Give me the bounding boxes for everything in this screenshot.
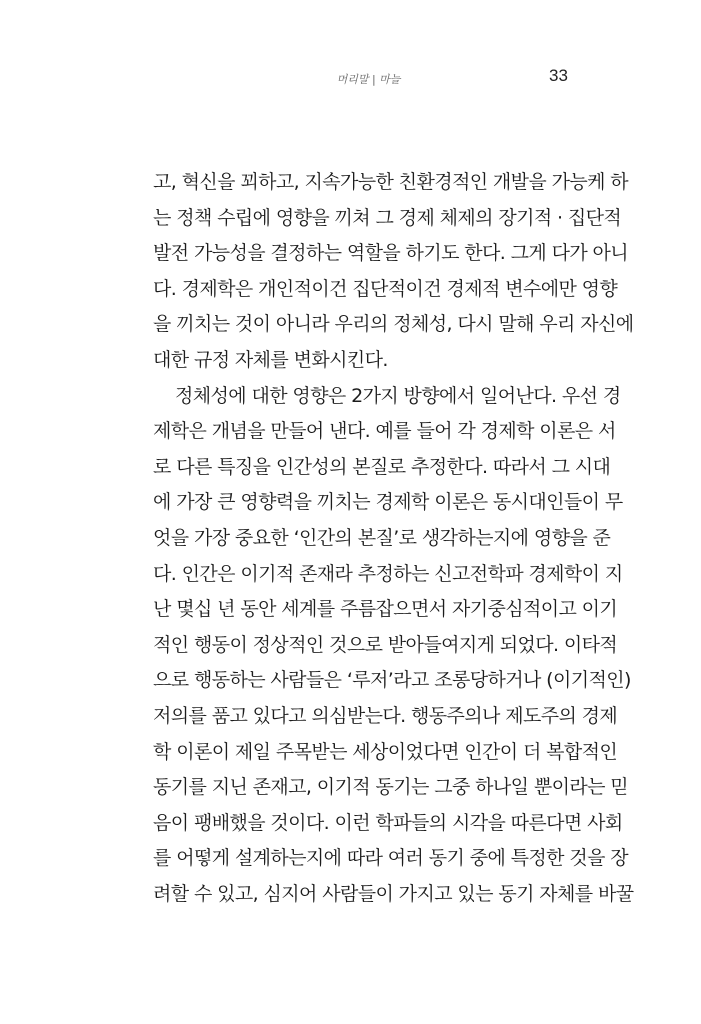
text-line: 학 이론이 제일 주목받는 세상이었다면 인간이 더 복합적인 bbox=[153, 740, 618, 763]
paragraph bbox=[153, 379, 634, 913]
text-line: 으로 행동하는 사람들은 ‘루저’라고 조롱당하거나 (이기적인) bbox=[153, 669, 631, 692]
text-line: 발전 가능성을 결정하는 역할을 하기도 한다. 그게 다가 아니 bbox=[153, 242, 629, 265]
text-line: 동기를 지닌 존재고, 이기적 동기는 그중 하나일 뿐이라는 믿 bbox=[153, 776, 629, 799]
text-line: 적인 행동이 정상적인 것으로 받아들여지게 되었다. 이타적 bbox=[153, 633, 618, 656]
text-line: 로 다른 특징을 인간성의 본질로 추정한다. 따라서 그 시대 bbox=[153, 455, 611, 478]
text-line: 려할 수 있고, 심지어 사람들이 가지고 있는 동기 자체를 바꿀 bbox=[153, 882, 634, 905]
text-line: 다. 경제학은 개인적이건 집단적이건 경제적 변수에만 영향 bbox=[153, 277, 618, 300]
text-line: 를 어떻게 설계하는지에 따라 여러 동기 중에 특정한 것을 장 bbox=[153, 847, 629, 870]
text-line: 음이 팽배했을 것이다. 이런 학파들의 시각을 따른다면 사회 bbox=[153, 811, 623, 834]
text-line: 제학은 개념을 만들어 낸다. 예를 들어 각 경제학 이론은 서 bbox=[153, 420, 616, 443]
text-line: 엇을 가장 중요한 ‘인간의 본질’로 생각하는지에 영향을 준 bbox=[153, 526, 611, 549]
text-line: 다. 인간은 이기적 존재라 추정하는 신고전학파 경제학이 지 bbox=[153, 562, 623, 585]
text-line: 는 정책 수립에 영향을 끼쳐 그 경제 체제의 장기적 · 집단적 bbox=[153, 206, 622, 229]
text-line: 에 가장 큰 영향력을 끼치는 경제학 이론은 동시대인들이 무 bbox=[153, 491, 623, 514]
page-number: 33 bbox=[549, 66, 568, 85]
text-line: 난 몇십 년 동안 세계를 주름잡으면서 자기중심적이고 이기 bbox=[153, 598, 618, 621]
paragraph bbox=[153, 165, 634, 379]
text-line: 대한 규정 자체를 변화시킨다. bbox=[153, 348, 388, 371]
text-line: 고, 혁신을 꾀하고, 지속가능한 친환경적인 개발을 가능케 하 bbox=[153, 171, 629, 193]
running-head bbox=[0, 71, 701, 87]
running-title: 머리말 | 마늘 bbox=[336, 73, 401, 86]
body-text bbox=[153, 165, 634, 912]
text-line: 저의를 품고 있다고 의심받는다. 행동주의나 제도주의 경제 bbox=[153, 704, 618, 727]
text-line: 정체성에 대한 영향은 2가지 방향에서 일어난다. 우선 경 bbox=[175, 384, 621, 407]
text-line: 을 끼치는 것이 아니라 우리의 정체성, 다시 말해 우리 자신에 bbox=[153, 313, 634, 336]
